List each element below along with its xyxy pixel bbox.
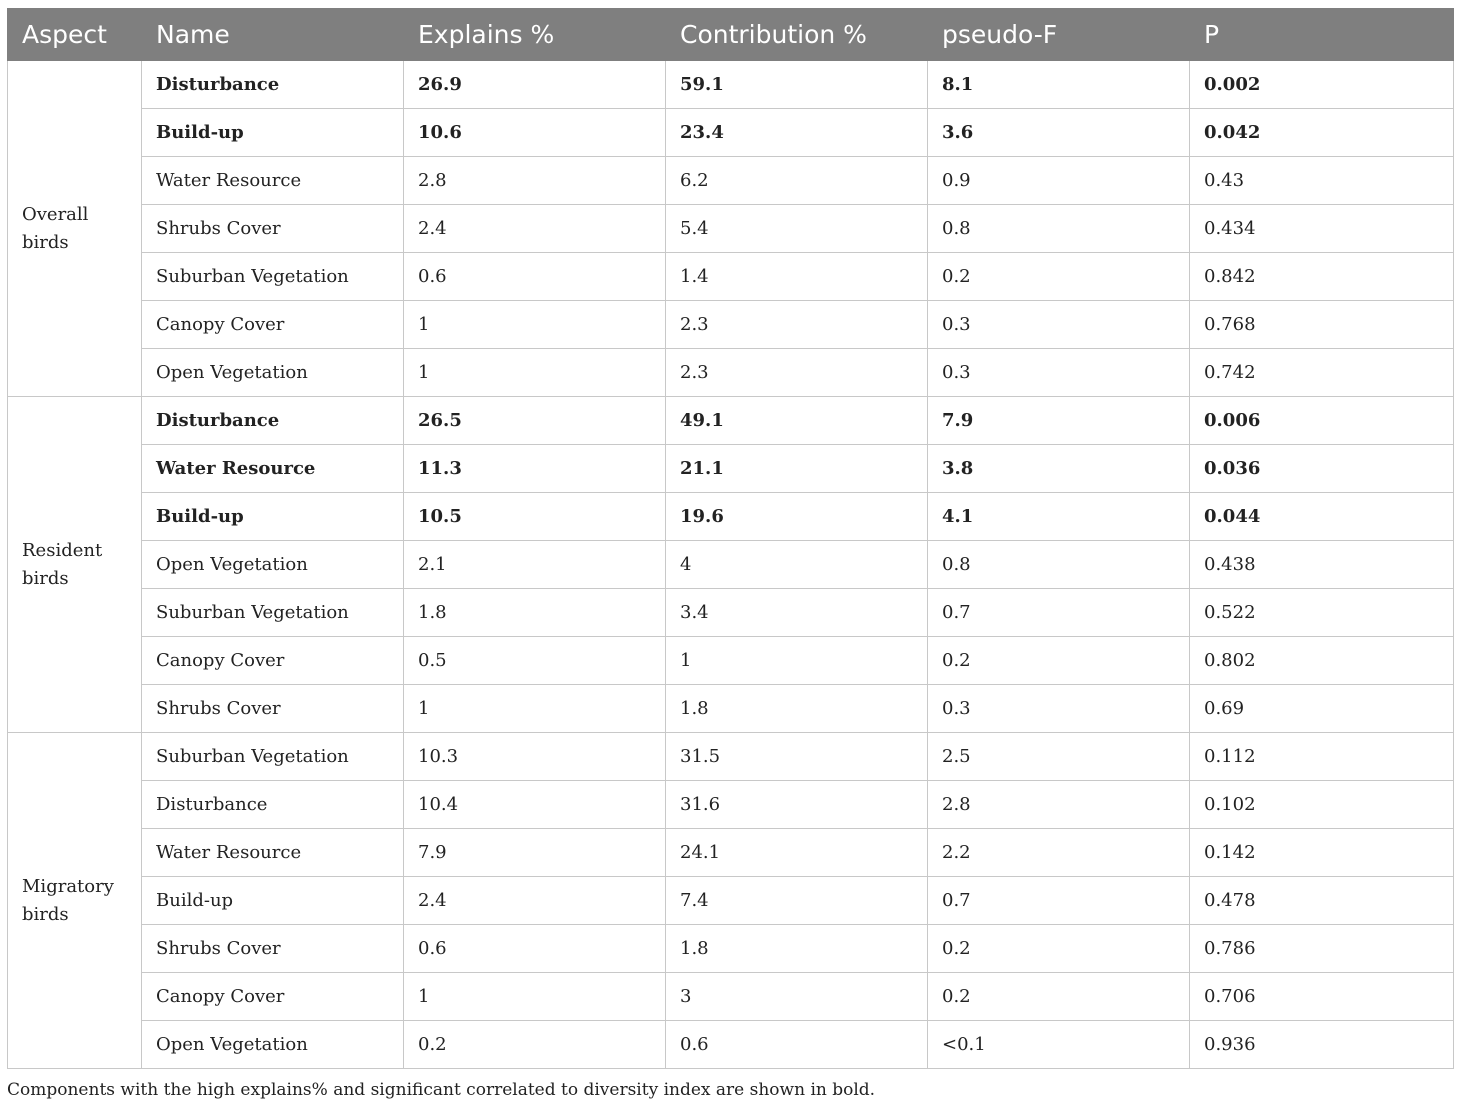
- table-row: [8, 61, 1454, 109]
- cell-pseudo-f: 0.7: [928, 589, 1190, 637]
- cell-explains: 26.5: [404, 397, 666, 445]
- header-row: [8, 9, 1454, 61]
- cell-name: Shrubs Cover: [142, 685, 404, 733]
- header-p: P: [1190, 9, 1454, 61]
- cell-contribution: 6.2: [666, 157, 928, 205]
- table-footnote: Components with the high explains% and significant correlated to diversity index are shown in bold.: [7, 1080, 876, 1100]
- table-row: [8, 541, 1454, 589]
- header-aspect: Aspect: [8, 9, 142, 61]
- cell-explains: 2.4: [404, 205, 666, 253]
- header-contribution: Contribution %: [666, 9, 928, 61]
- cell-p: 0.936: [1190, 1021, 1454, 1069]
- table-row: [8, 589, 1454, 637]
- cell-explains: 26.9: [404, 61, 666, 109]
- cell-pseudo-f: 2.2: [928, 829, 1190, 877]
- cell-pseudo-f: 0.8: [928, 541, 1190, 589]
- cell-contribution: 59.1: [666, 61, 928, 109]
- table-row: [8, 685, 1454, 733]
- cell-pseudo-f: 2.8: [928, 781, 1190, 829]
- cell-pseudo-f: <0.1: [928, 1021, 1190, 1069]
- cell-contribution: 31.5: [666, 733, 928, 781]
- cell-contribution: 1.8: [666, 685, 928, 733]
- cell-p: 0.478: [1190, 877, 1454, 925]
- cell-p: 0.742: [1190, 349, 1454, 397]
- table-row: [8, 781, 1454, 829]
- table-row: [8, 493, 1454, 541]
- header-pseudo-f: pseudo-F: [928, 9, 1190, 61]
- cell-name: Disturbance: [142, 781, 404, 829]
- cell-contribution: 1.4: [666, 253, 928, 301]
- cell-contribution: 2.3: [666, 349, 928, 397]
- table-row: [8, 397, 1454, 445]
- cell-name: Suburban Vegetation: [142, 733, 404, 781]
- header-name: Name: [142, 9, 404, 61]
- cell-p: 0.706: [1190, 973, 1454, 1021]
- cell-contribution: 7.4: [666, 877, 928, 925]
- table-row: [8, 973, 1454, 1021]
- table-row: [8, 829, 1454, 877]
- cell-p: 0.69: [1190, 685, 1454, 733]
- cell-explains: 7.9: [404, 829, 666, 877]
- cell-name: Suburban Vegetation: [142, 589, 404, 637]
- cell-pseudo-f: 0.3: [928, 301, 1190, 349]
- cell-explains: 0.5: [404, 637, 666, 685]
- cell-contribution: 24.1: [666, 829, 928, 877]
- cell-name: Build-up: [142, 493, 404, 541]
- cell-explains: 2.1: [404, 541, 666, 589]
- cell-pseudo-f: 3.8: [928, 445, 1190, 493]
- table-row: [8, 1021, 1454, 1069]
- cell-p: 0.142: [1190, 829, 1454, 877]
- cell-pseudo-f: 0.2: [928, 253, 1190, 301]
- cell-explains: 10.3: [404, 733, 666, 781]
- table-row: [8, 253, 1454, 301]
- cell-explains: 2.8: [404, 157, 666, 205]
- table-row: [8, 733, 1454, 781]
- cell-p: 0.112: [1190, 733, 1454, 781]
- table-row: [8, 349, 1454, 397]
- table-row: [8, 637, 1454, 685]
- cell-pseudo-f: 0.3: [928, 685, 1190, 733]
- cell-name: Suburban Vegetation: [142, 253, 404, 301]
- cell-pseudo-f: 2.5: [928, 733, 1190, 781]
- cell-name: Water Resource: [142, 445, 404, 493]
- cell-p: 0.044: [1190, 493, 1454, 541]
- table-body: [8, 61, 1454, 1069]
- cell-contribution: 4: [666, 541, 928, 589]
- table-row: [8, 157, 1454, 205]
- table-row: [8, 301, 1454, 349]
- cell-explains: 10.4: [404, 781, 666, 829]
- cell-pseudo-f: 7.9: [928, 397, 1190, 445]
- cell-name: Open Vegetation: [142, 541, 404, 589]
- cell-explains: 10.5: [404, 493, 666, 541]
- cell-contribution: 1: [666, 637, 928, 685]
- cell-contribution: 2.3: [666, 301, 928, 349]
- table-row: [8, 205, 1454, 253]
- cell-p: 0.522: [1190, 589, 1454, 637]
- cell-name: Open Vegetation: [142, 349, 404, 397]
- cell-p: 0.786: [1190, 925, 1454, 973]
- cell-name: Water Resource: [142, 829, 404, 877]
- cell-explains: 2.4: [404, 877, 666, 925]
- cell-explains: 1.8: [404, 589, 666, 637]
- cell-pseudo-f: 0.9: [928, 157, 1190, 205]
- table-row: [8, 877, 1454, 925]
- cell-pseudo-f: 0.8: [928, 205, 1190, 253]
- cell-contribution: 0.6: [666, 1021, 928, 1069]
- cell-contribution: 31.6: [666, 781, 928, 829]
- cell-contribution: 19.6: [666, 493, 928, 541]
- cell-name: Canopy Cover: [142, 301, 404, 349]
- cell-contribution: 23.4: [666, 109, 928, 157]
- cell-p: 0.434: [1190, 205, 1454, 253]
- cell-pseudo-f: 4.1: [928, 493, 1190, 541]
- cell-contribution: 3.4: [666, 589, 928, 637]
- cell-name: Build-up: [142, 877, 404, 925]
- cell-contribution: 21.1: [666, 445, 928, 493]
- cell-pseudo-f: 0.2: [928, 925, 1190, 973]
- cell-contribution: 1.8: [666, 925, 928, 973]
- cell-p: 0.768: [1190, 301, 1454, 349]
- cell-name: Disturbance: [142, 61, 404, 109]
- cell-explains: 10.6: [404, 109, 666, 157]
- cell-p: 0.042: [1190, 109, 1454, 157]
- cell-name: Shrubs Cover: [142, 925, 404, 973]
- cell-aspect: Resident birds: [8, 397, 142, 733]
- table-row: [8, 109, 1454, 157]
- cell-name: Build-up: [142, 109, 404, 157]
- cell-p: 0.43: [1190, 157, 1454, 205]
- table-row: [8, 925, 1454, 973]
- cell-name: Shrubs Cover: [142, 205, 404, 253]
- cell-aspect: Migratory birds: [8, 733, 142, 1069]
- cell-explains: 1: [404, 685, 666, 733]
- cell-p: 0.006: [1190, 397, 1454, 445]
- cell-p: 0.842: [1190, 253, 1454, 301]
- cell-name: Canopy Cover: [142, 973, 404, 1021]
- cell-name: Disturbance: [142, 397, 404, 445]
- cell-aspect: Overall birds: [8, 61, 142, 397]
- cell-pseudo-f: 0.2: [928, 973, 1190, 1021]
- cell-explains: 1: [404, 301, 666, 349]
- cell-name: Open Vegetation: [142, 1021, 404, 1069]
- cell-p: 0.002: [1190, 61, 1454, 109]
- cell-name: Canopy Cover: [142, 637, 404, 685]
- cell-contribution: 5.4: [666, 205, 928, 253]
- header-explains: Explains %: [404, 9, 666, 61]
- cell-explains: 0.2: [404, 1021, 666, 1069]
- cell-p: 0.802: [1190, 637, 1454, 685]
- cell-explains: 0.6: [404, 253, 666, 301]
- cell-contribution: 3: [666, 973, 928, 1021]
- cell-p: 0.102: [1190, 781, 1454, 829]
- cell-p: 0.438: [1190, 541, 1454, 589]
- cell-contribution: 49.1: [666, 397, 928, 445]
- cell-name: Water Resource: [142, 157, 404, 205]
- cell-pseudo-f: 0.2: [928, 637, 1190, 685]
- cell-explains: 0.6: [404, 925, 666, 973]
- cell-pseudo-f: 0.3: [928, 349, 1190, 397]
- cell-explains: 1: [404, 349, 666, 397]
- cell-explains: 1: [404, 973, 666, 1021]
- results-table: [7, 8, 1454, 1069]
- cell-pseudo-f: 3.6: [928, 109, 1190, 157]
- cell-pseudo-f: 0.7: [928, 877, 1190, 925]
- cell-explains: 11.3: [404, 445, 666, 493]
- cell-pseudo-f: 8.1: [928, 61, 1190, 109]
- cell-p: 0.036: [1190, 445, 1454, 493]
- table-row: [8, 445, 1454, 493]
